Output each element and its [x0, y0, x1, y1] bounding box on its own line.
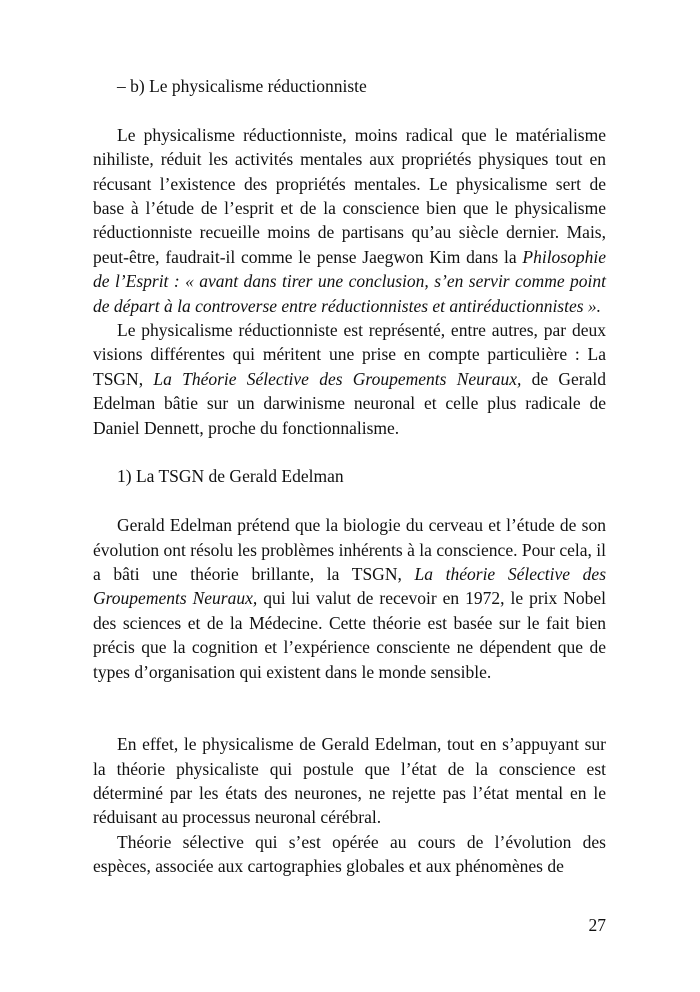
paragraph: [93, 830, 606, 879]
paragraph-text: Théorie sélective qui s’est opérée au cours de l’évolution des espèces, associée aux cartographies globales et aux phénomènes de: [93, 831, 606, 877]
paragraph-text: Gerald Edelman prétend que la biologie du cerveau et l’étude de son évolution ont résolu les problèmes inhérents à la conscience. Pour cela, il a bâti une théorie brillante, la TSGN,: [93, 515, 606, 585]
section-heading-tsgn: 1) La TSGN de Gerald Edelman: [117, 466, 344, 487]
spacer: [93, 489, 606, 513]
section-heading-physicalisme: – b) Le physicalisme réductionniste: [117, 76, 367, 96]
paragraph-italic-quote: Philosophie de l’Esprit : « avant dans tirer une conclusion, s’en servir comme point de départ à la controverse entre réductionnistes et antiréductionnistes ».: [93, 246, 606, 316]
paragraph-text: de Gerald Edelman bâtie sur un darwinisme neuronal et celle plus radicale de Daniel Dennett, proche du fonctionnalisme.: [93, 368, 606, 438]
page-body: [93, 74, 606, 879]
paragraph-italic-title: La théorie Sélective des Groupements Neuraux,: [93, 564, 607, 609]
spacer: [93, 440, 606, 464]
paragraph: [93, 318, 606, 440]
paragraph: [93, 513, 606, 684]
paragraph: [93, 123, 606, 318]
paragraph: [93, 732, 606, 830]
spacer: [93, 98, 606, 122]
paragraph-text: qui lui valut de recevoir en 1972, le prix Nobel des sciences et de la Médecine. Cette théorie est basée sur le fait bien précis que la cognition et l’expérience consciente ne dépendent que de types d’organisation qui existent dans le monde sensible.: [93, 588, 606, 682]
paragraph-text: Le physicalisme réductionniste, moins radical que le matérialisme nihiliste, réduit les activités mentales aux propriétés physiques tout en récusant l’existence des propriétés mentales. Le physicalisme sert de base à l’étude de l’esprit et de la conscience bien que le physicalisme réductionniste recueille moins de partisans qu’au siècle dernier. Mais, peut-être, faudrait-il comme le pense Jaegwon Kim dans la: [93, 124, 606, 267]
paragraph-text: Le physicalisme réductionniste est représenté, entre autres, par deux visions différentes qui méritent une prise en compte particulière : La TSGN,: [93, 320, 606, 389]
paragraph-text: En effet, le physicalisme de Gerald Edelman, tout en s’appuyant sur la théorie physicaliste qui postule que l’état de la conscience est déterminé par les états des neurones, ne rejette pas l’état mental en le réduisant au processus neuronal cérébral.: [93, 734, 606, 828]
page-number: 27: [588, 915, 606, 935]
paragraph-italic-title: La Théorie Sélective des Groupements Neuraux,: [153, 368, 522, 389]
spacer: [93, 684, 606, 732]
